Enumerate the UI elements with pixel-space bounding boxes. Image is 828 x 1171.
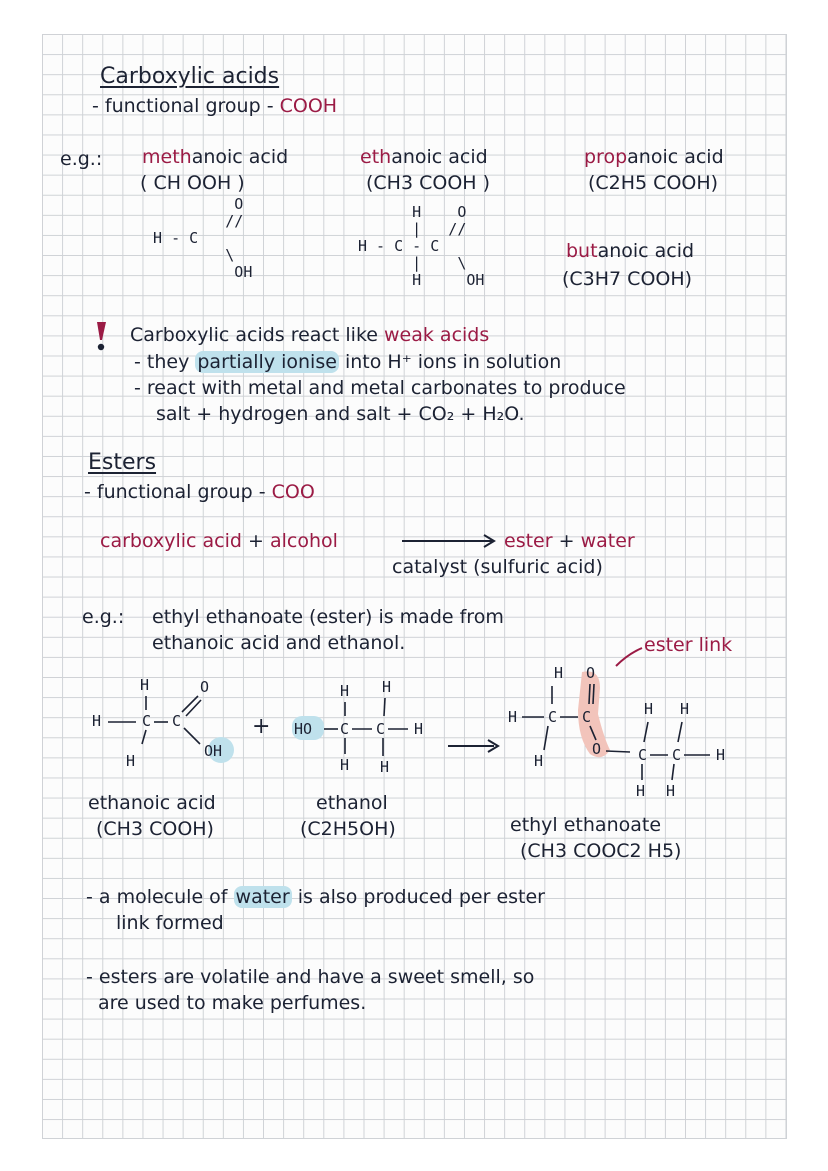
ester-eg-label: e.g.: [82, 606, 125, 628]
section-title-carboxylic: Carboxylic acids [100, 64, 280, 89]
eq-plus-2: + [558, 530, 575, 552]
svg-text:H: H [644, 700, 654, 718]
svg-text:C: C [548, 708, 558, 726]
fg-value: COO [271, 481, 315, 503]
svg-text:H: H [554, 664, 564, 682]
reactant1-name: ethanoic acid [88, 792, 216, 814]
eg-label: e.g.: [60, 148, 103, 170]
esterification-equation [100, 530, 338, 552]
svg-text:O: O [200, 678, 210, 696]
suffix: anoic acid [627, 146, 724, 168]
product-name: ethyl ethanoate [510, 814, 662, 836]
svg-text:HO: HO [294, 720, 313, 738]
svg-text:H: H [716, 746, 726, 764]
volatile-note-line2: are used to make perfumes. [98, 992, 367, 1014]
example-methanoic-formula: ( CH OOH ) [140, 172, 245, 194]
example-propanoic-name [584, 146, 724, 168]
bullet-products: salt + hydrogen and salt + CO₂ + H₂O. [156, 403, 525, 425]
svg-text:H: H [380, 758, 390, 776]
equation-products [504, 530, 635, 552]
water-note-b: is also produced per ester [297, 886, 545, 908]
example-ethanoic-formula: (CH3 COOH ) [366, 172, 491, 194]
eq-acid: carboxylic acid [100, 530, 242, 552]
weak-acids: weak acids [384, 324, 490, 346]
suffix: anoic acid [191, 146, 289, 168]
section-title-esters: Esters [88, 450, 157, 475]
svg-text:H: H [534, 752, 544, 770]
prefix: prop [584, 146, 628, 168]
eq-alcohol: alcohol [269, 530, 338, 552]
reactant1-formula: (CH3 COOH) [96, 818, 214, 840]
product-formula: (CH3 COOC2 H5) [520, 840, 682, 862]
reactant2-name: ethanol [316, 792, 388, 814]
svg-text:H: H [382, 678, 392, 696]
volatile-note-line1: - esters are volatile and have a sweet smell, so [86, 966, 535, 988]
prefix: meth [142, 146, 192, 168]
svg-text:C: C [582, 708, 592, 726]
svg-text:H: H [414, 720, 424, 738]
bullet-ionise-b: into H⁺ ions in solution [344, 351, 562, 373]
example-methanoic-name [142, 146, 288, 168]
fg-label: - functional group - [92, 95, 274, 117]
svg-text:O: O [586, 664, 596, 682]
reactant2-formula: (C2H5OH) [300, 818, 396, 840]
eq-water: water [580, 530, 635, 552]
svg-text:C: C [172, 712, 182, 730]
svg-text:H: H [126, 752, 136, 770]
ethanoic-acid-structure [88, 668, 238, 778]
ethyl-ethanoate-structure [504, 658, 744, 798]
prefix: eth [360, 146, 392, 168]
svg-text:C: C [672, 746, 682, 764]
water-highlight: water [235, 886, 290, 908]
ester-link-label: ester link [644, 634, 733, 656]
product-arrow [446, 738, 502, 754]
react-intro: Carboxylic acids react like [130, 324, 378, 346]
example-butanoic-formula: (C3H7 COOH) [562, 268, 693, 290]
water-note-a: - a molecule of [86, 886, 228, 908]
fg-value: COOH [279, 95, 338, 117]
ethanol-structure [290, 676, 440, 776]
eq-plus: + [248, 530, 264, 552]
functional-group-line [92, 95, 337, 117]
methanoic-structure: O // H - C \ OH [153, 195, 253, 281]
svg-text:O: O [592, 740, 602, 758]
example-butanoic-name [566, 240, 694, 262]
svg-text:H: H [680, 700, 690, 718]
svg-text:H: H [636, 782, 646, 798]
catalyst-note: catalyst (sulfuric acid) [392, 556, 603, 578]
suffix: anoic acid [597, 240, 695, 262]
exclamation-icon [94, 320, 108, 352]
svg-text:H: H [340, 756, 350, 774]
bullet-ionise [134, 351, 561, 373]
svg-text:C: C [142, 712, 152, 730]
svg-text:C: C [340, 720, 350, 738]
example-ethanoic-name [360, 146, 488, 168]
suffix: anoic acid [391, 146, 488, 168]
fg-label: - functional group - [84, 481, 266, 503]
svg-text:OH: OH [204, 742, 223, 760]
water-note-line2: link formed [116, 912, 224, 934]
plus-sign: + [252, 714, 271, 739]
react-intro-line [130, 324, 489, 346]
svg-text:H: H [340, 682, 350, 700]
ester-eg-line2: ethanoic acid and ethanol. [152, 632, 406, 654]
svg-text:H: H [92, 712, 102, 730]
reaction-arrow [400, 532, 500, 550]
svg-text:H: H [140, 676, 150, 694]
example-propanoic-formula: (C2H5 COOH) [588, 172, 719, 194]
ester-functional-group-line [84, 481, 315, 503]
water-note-line1 [86, 886, 545, 908]
eq-ester: ester [504, 530, 553, 552]
partially-ionise-highlight: partially ionise [197, 351, 337, 373]
ethanoic-structure: H O | // H - C - C | \ H OH [358, 203, 485, 289]
bullet-metals: - react with metal and metal carbonates to produce [134, 377, 626, 399]
bullet-ionise-a: - they [134, 351, 190, 373]
svg-text:C: C [638, 746, 648, 764]
svg-text:C: C [376, 720, 386, 738]
ester-eg-line1: ethyl ethanoate (ester) is made from [152, 606, 504, 628]
prefix: but [566, 240, 598, 262]
svg-text:H: H [666, 782, 676, 798]
svg-text:H: H [508, 708, 518, 726]
